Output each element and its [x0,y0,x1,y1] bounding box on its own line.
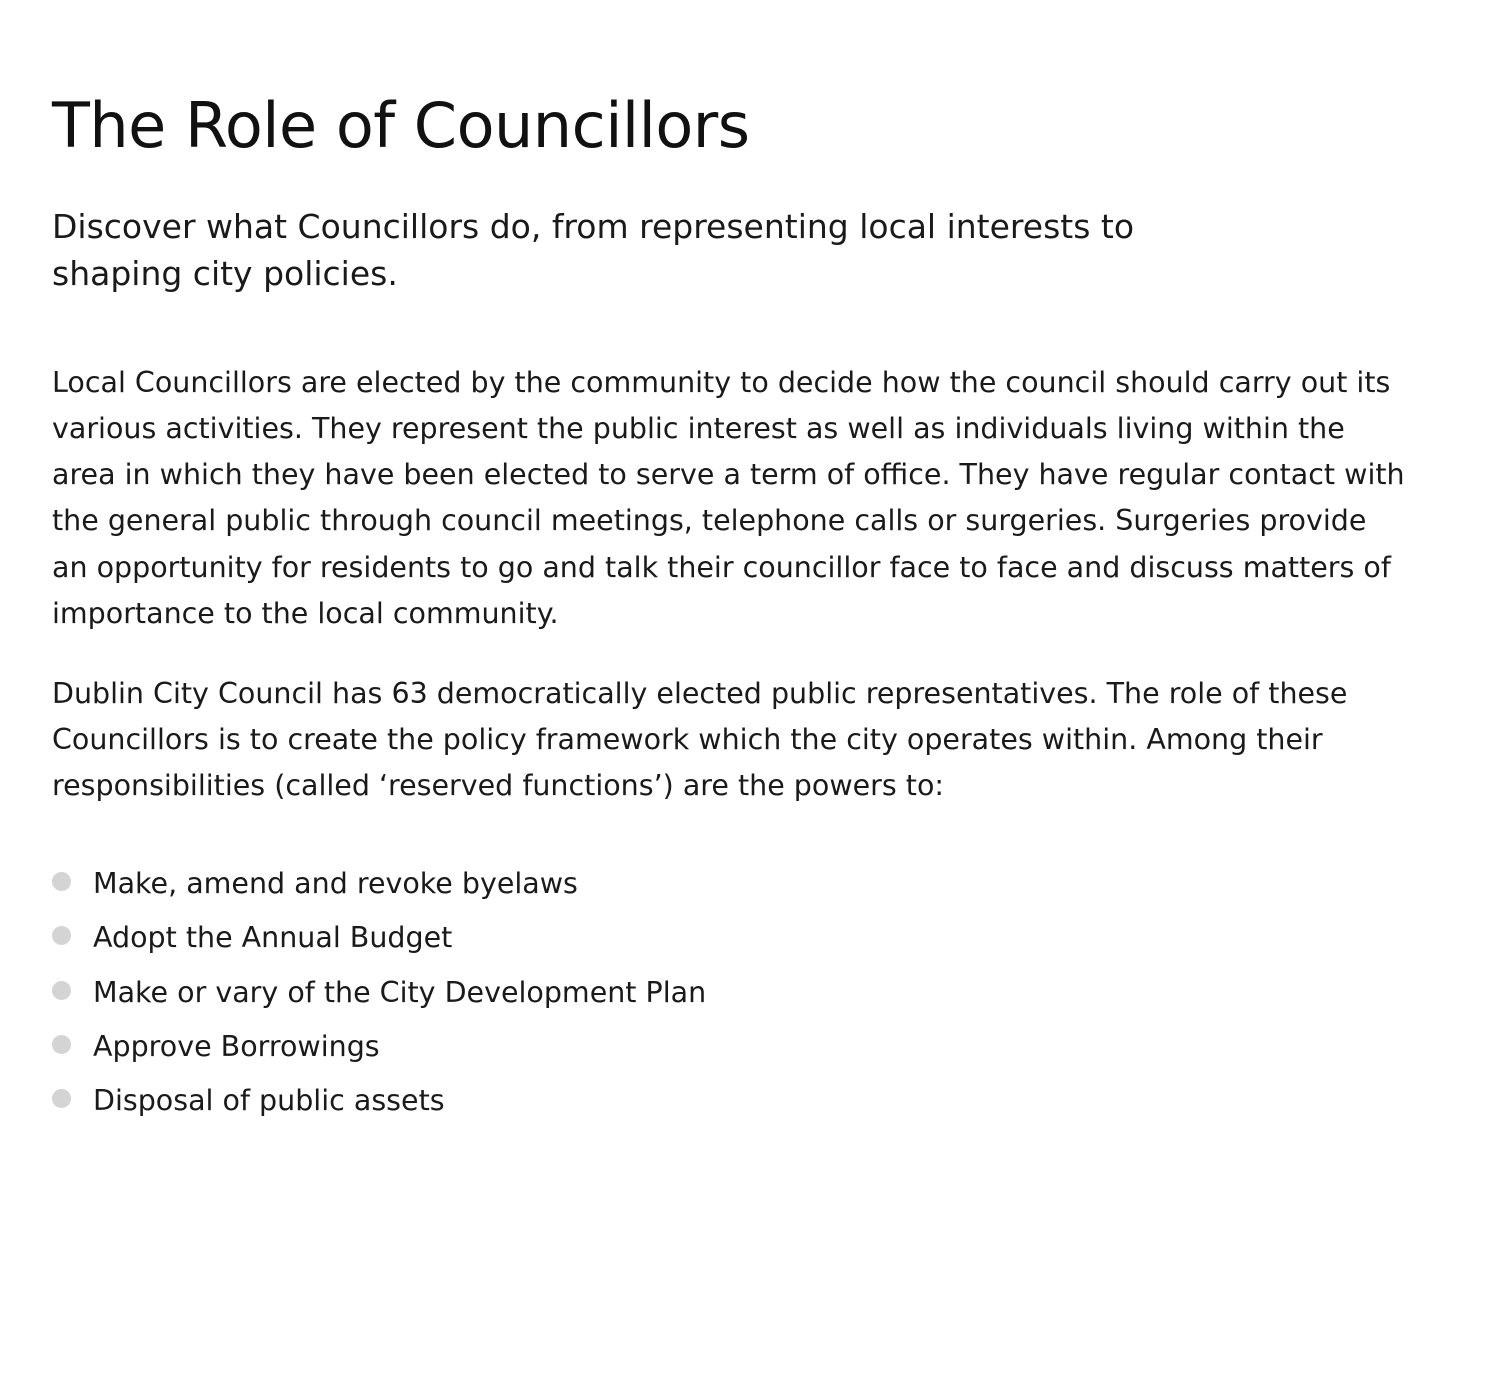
list-item [52,1074,1406,1128]
bullet-dot-icon [52,1089,71,1108]
list-item-label: Approve Borrowings [93,1029,380,1063]
list-item [52,966,1406,1020]
list-item-label: Make, amend and revoke byelaws [93,867,578,901]
bullet-dot-icon [52,1035,71,1054]
bullet-dot-icon [52,926,71,945]
list-item [52,857,1406,911]
list-item-label: Make or vary of the City Development Plan [93,975,707,1009]
list-item [52,911,1406,965]
article-lede: Discover what Councillors do, from representing local interests to shaping city policies. [52,207,1135,294]
list-item-label: Adopt the Annual Budget [93,921,453,955]
page-title: The Role of Councillors [52,89,750,162]
bullet-dot-icon [52,981,71,1000]
bullet-dot-icon [52,872,71,891]
article-paragraph-1: Local Councillors are elected by the community to decide how the council should carry out its various activities. They represent the public interest as well as individuals living within the area in which they have been elected to serve a term of office. They have regular contact with the general public through council meetings, telephone calls or surgeries. Surgeries provide an opportunity for residents to go and talk their councillor face to face and discuss matters of importance to the local community. [52,365,1405,630]
list-item [52,1020,1406,1074]
list-item-label: Disposal of public assets [93,1083,445,1117]
article-paragraph-2: Dublin City Council has 63 democratically elected public representatives. The role of these Councillors is to create the policy framework which the city operates within. Among their responsibilities (called ‘reserved functions’) are the powers to: [52,676,1348,803]
reserved-functions-list [52,857,1406,1128]
